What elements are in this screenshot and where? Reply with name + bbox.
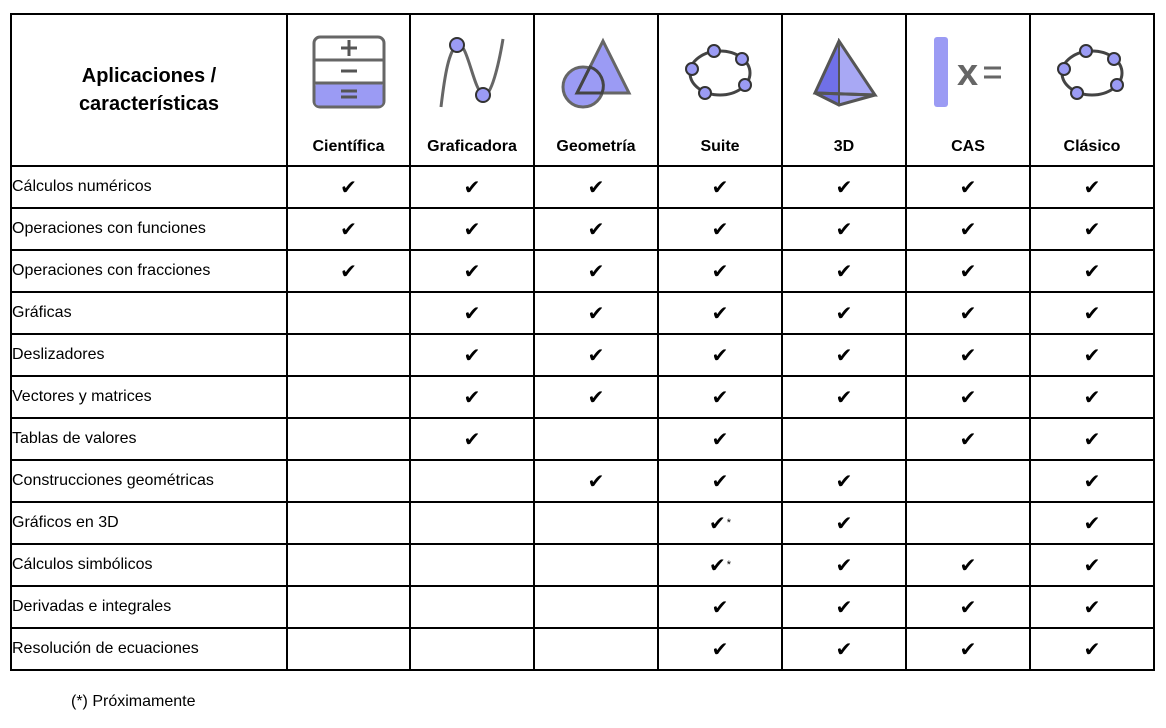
app-header-cientifica bbox=[287, 14, 410, 166]
check-icon: ✔ bbox=[587, 301, 605, 325]
table-body bbox=[11, 166, 1154, 670]
support-cell bbox=[534, 376, 658, 418]
support-cell bbox=[658, 502, 782, 544]
support-cell bbox=[658, 628, 782, 670]
table-row bbox=[11, 586, 1154, 628]
app-label: Clásico bbox=[1063, 138, 1121, 155]
check-icon: ✔ bbox=[1083, 385, 1101, 409]
feature-label: Gráficos en 3D bbox=[11, 502, 287, 544]
support-cell bbox=[658, 460, 782, 502]
feature-label: Vectores y matrices bbox=[11, 376, 287, 418]
check-icon: ✔ bbox=[1083, 637, 1101, 661]
feature-label: Construcciones geométricas bbox=[11, 460, 287, 502]
support-cell bbox=[287, 166, 410, 208]
graphing-icon bbox=[433, 33, 511, 111]
check-icon: ✔ bbox=[711, 301, 729, 325]
check-icon: ✔ bbox=[1083, 343, 1101, 367]
check-icon: ✔ bbox=[959, 217, 977, 241]
check-icon: ✔ bbox=[463, 301, 481, 325]
support-cell bbox=[906, 460, 1030, 502]
table-row bbox=[11, 292, 1154, 334]
support-cell bbox=[906, 208, 1030, 250]
feature-label: Cálculos simbólicos bbox=[11, 544, 287, 586]
check-icon: ✔ bbox=[835, 385, 853, 409]
check-icon: ✔ bbox=[708, 511, 726, 535]
support-cell bbox=[906, 334, 1030, 376]
check-icon: ✔ bbox=[587, 343, 605, 367]
check-icon: ✔ bbox=[711, 427, 729, 451]
support-cell bbox=[906, 376, 1030, 418]
check-icon: ✔ bbox=[959, 385, 977, 409]
support-cell bbox=[534, 460, 658, 502]
support-cell bbox=[906, 250, 1030, 292]
support-cell bbox=[287, 292, 410, 334]
feature-label: Operaciones con funciones bbox=[11, 208, 287, 250]
support-cell bbox=[1030, 250, 1154, 292]
support-cell bbox=[287, 502, 410, 544]
feature-label: Tablas de valores bbox=[11, 418, 287, 460]
table-row bbox=[11, 208, 1154, 250]
support-cell bbox=[287, 334, 410, 376]
support-cell bbox=[410, 544, 534, 586]
calculator-icon bbox=[310, 33, 388, 111]
support-cell bbox=[1030, 418, 1154, 460]
app-label: Graficadora bbox=[427, 138, 517, 155]
support-cell bbox=[410, 292, 534, 334]
feature-label: Deslizadores bbox=[11, 334, 287, 376]
support-cell bbox=[410, 502, 534, 544]
support-cell bbox=[410, 460, 534, 502]
support-cell bbox=[534, 418, 658, 460]
table-row bbox=[11, 502, 1154, 544]
support-cell bbox=[287, 628, 410, 670]
check-icon: ✔ bbox=[711, 217, 729, 241]
suite-icon bbox=[681, 33, 759, 111]
support-cell bbox=[287, 418, 410, 460]
support-cell bbox=[410, 208, 534, 250]
check-icon: ✔ bbox=[1083, 301, 1101, 325]
check-icon: ✔ bbox=[711, 259, 729, 283]
support-cell bbox=[287, 208, 410, 250]
support-cell bbox=[534, 544, 658, 586]
footnote: (*) Próximamente bbox=[71, 693, 196, 710]
check-icon: ✔ bbox=[1083, 553, 1101, 577]
app-header-graficadora bbox=[410, 14, 534, 166]
app-label: CAS bbox=[951, 138, 985, 155]
check-icon: ✔ bbox=[835, 343, 853, 367]
check-icon: ✔ bbox=[1083, 595, 1101, 619]
check-icon: ✔ bbox=[587, 217, 605, 241]
check-icon: ✔ bbox=[1083, 511, 1101, 535]
support-cell bbox=[410, 376, 534, 418]
check-icon: ✔ bbox=[711, 469, 729, 493]
table-row bbox=[11, 376, 1154, 418]
check-icon: ✔ bbox=[587, 175, 605, 199]
app-label: Suite bbox=[700, 138, 740, 155]
check-icon: ✔ bbox=[463, 385, 481, 409]
support-cell bbox=[534, 334, 658, 376]
support-cell bbox=[1030, 376, 1154, 418]
support-cell bbox=[534, 628, 658, 670]
check-icon: ✔ bbox=[711, 175, 729, 199]
support-cell bbox=[782, 460, 906, 502]
support-cell bbox=[782, 376, 906, 418]
check-icon: ✔ bbox=[835, 595, 853, 619]
support-cell bbox=[782, 628, 906, 670]
check-icon: ✔ bbox=[959, 595, 977, 619]
table-row bbox=[11, 250, 1154, 292]
geometry-icon bbox=[557, 33, 635, 111]
feature-label: Cálculos numéricos bbox=[11, 166, 287, 208]
check-icon: ✔ bbox=[959, 427, 977, 451]
pyramid-3d-icon bbox=[805, 33, 883, 111]
check-icon: ✔ bbox=[835, 553, 853, 577]
support-cell bbox=[1030, 628, 1154, 670]
support-cell bbox=[534, 208, 658, 250]
support-cell bbox=[410, 250, 534, 292]
check-icon: ✔ bbox=[959, 343, 977, 367]
support-cell bbox=[1030, 166, 1154, 208]
support-cell bbox=[658, 376, 782, 418]
support-cell bbox=[906, 586, 1030, 628]
table-row bbox=[11, 418, 1154, 460]
check-icon: ✔ bbox=[959, 301, 977, 325]
support-cell bbox=[534, 586, 658, 628]
check-icon: ✔ bbox=[587, 385, 605, 409]
support-cell bbox=[782, 418, 906, 460]
check-icon: ✔ bbox=[340, 217, 357, 241]
support-cell bbox=[534, 292, 658, 334]
feature-label: Operaciones con fracciones bbox=[11, 250, 287, 292]
check-icon: ✔ bbox=[959, 259, 977, 283]
check-icon: ✔ bbox=[1083, 469, 1101, 493]
check-icon: ✔ bbox=[463, 259, 481, 283]
check-icon: ✔ bbox=[1083, 259, 1101, 283]
support-cell bbox=[1030, 334, 1154, 376]
check-icon: ✔ bbox=[340, 175, 357, 199]
support-cell bbox=[906, 544, 1030, 586]
support-cell bbox=[410, 628, 534, 670]
check-icon: ✔ bbox=[708, 553, 726, 577]
table-row bbox=[11, 544, 1154, 586]
support-cell bbox=[658, 250, 782, 292]
table-row bbox=[11, 460, 1154, 502]
support-cell bbox=[1030, 586, 1154, 628]
asterisk-mark: * bbox=[726, 559, 732, 571]
check-icon: ✔ bbox=[463, 175, 481, 199]
support-cell bbox=[287, 376, 410, 418]
support-cell bbox=[410, 418, 534, 460]
support-cell bbox=[287, 250, 410, 292]
asterisk-mark: * bbox=[726, 517, 732, 529]
table-row bbox=[11, 628, 1154, 670]
classic-icon bbox=[1053, 33, 1131, 111]
check-icon: ✔ bbox=[340, 259, 357, 283]
support-cell bbox=[410, 586, 534, 628]
cas-icon bbox=[929, 33, 1007, 111]
check-icon: ✔ bbox=[711, 385, 729, 409]
app-header-3d bbox=[782, 14, 906, 166]
support-cell bbox=[906, 628, 1030, 670]
support-cell bbox=[658, 208, 782, 250]
support-cell bbox=[658, 418, 782, 460]
svg-text:x: x bbox=[957, 52, 979, 94]
check-icon: ✔ bbox=[587, 259, 605, 283]
header-row bbox=[11, 14, 1154, 166]
support-cell bbox=[534, 250, 658, 292]
app-label: Científica bbox=[312, 138, 385, 155]
support-cell bbox=[658, 586, 782, 628]
support-cell bbox=[658, 292, 782, 334]
feature-label: Gráficas bbox=[11, 292, 287, 334]
support-cell bbox=[782, 250, 906, 292]
support-cell bbox=[534, 166, 658, 208]
support-cell bbox=[782, 502, 906, 544]
table-row bbox=[11, 334, 1154, 376]
app-header-cas bbox=[906, 14, 1030, 166]
check-icon: ✔ bbox=[835, 637, 853, 661]
app-label: Geometría bbox=[556, 138, 636, 155]
corner-header: Aplicaciones / características bbox=[11, 14, 287, 166]
support-cell bbox=[782, 586, 906, 628]
support-cell bbox=[1030, 208, 1154, 250]
support-cell bbox=[782, 208, 906, 250]
app-header-geometria bbox=[534, 14, 658, 166]
support-cell bbox=[1030, 544, 1154, 586]
comparison-table bbox=[10, 13, 1155, 671]
support-cell bbox=[287, 460, 410, 502]
support-cell bbox=[1030, 460, 1154, 502]
check-icon: ✔ bbox=[835, 259, 853, 283]
check-icon: ✔ bbox=[959, 637, 977, 661]
support-cell bbox=[906, 502, 1030, 544]
support-cell bbox=[534, 502, 658, 544]
check-icon: ✔ bbox=[835, 469, 853, 493]
check-icon: ✔ bbox=[959, 175, 977, 199]
check-icon: ✔ bbox=[463, 427, 481, 451]
check-icon: ✔ bbox=[1083, 175, 1101, 199]
check-icon: ✔ bbox=[835, 217, 853, 241]
support-cell bbox=[906, 292, 1030, 334]
check-icon: ✔ bbox=[711, 595, 729, 619]
support-cell bbox=[782, 334, 906, 376]
support-cell bbox=[782, 544, 906, 586]
table-row bbox=[11, 166, 1154, 208]
check-icon: ✔ bbox=[835, 175, 853, 199]
check-icon: ✔ bbox=[587, 469, 605, 493]
check-icon: ✔ bbox=[711, 343, 729, 367]
app-label: 3D bbox=[833, 138, 855, 155]
check-icon: ✔ bbox=[1083, 427, 1101, 451]
support-cell bbox=[287, 544, 410, 586]
check-icon: ✔ bbox=[463, 343, 481, 367]
support-cell bbox=[410, 166, 534, 208]
app-header-suite bbox=[658, 14, 782, 166]
feature-label: Derivadas e integrales bbox=[11, 586, 287, 628]
support-cell bbox=[1030, 292, 1154, 334]
check-icon: ✔ bbox=[959, 553, 977, 577]
support-cell bbox=[906, 418, 1030, 460]
support-cell bbox=[658, 166, 782, 208]
support-cell bbox=[1030, 502, 1154, 544]
app-header-clasico bbox=[1030, 14, 1154, 166]
check-icon: ✔ bbox=[711, 637, 729, 661]
support-cell bbox=[410, 334, 534, 376]
check-icon: ✔ bbox=[835, 301, 853, 325]
support-cell bbox=[287, 586, 410, 628]
check-icon: ✔ bbox=[1083, 217, 1101, 241]
support-cell bbox=[782, 166, 906, 208]
support-cell bbox=[782, 292, 906, 334]
support-cell bbox=[658, 544, 782, 586]
support-cell bbox=[906, 166, 1030, 208]
feature-label: Resolución de ecuaciones bbox=[11, 628, 287, 670]
check-icon: ✔ bbox=[835, 511, 853, 535]
support-cell bbox=[658, 334, 782, 376]
check-icon: ✔ bbox=[463, 217, 481, 241]
